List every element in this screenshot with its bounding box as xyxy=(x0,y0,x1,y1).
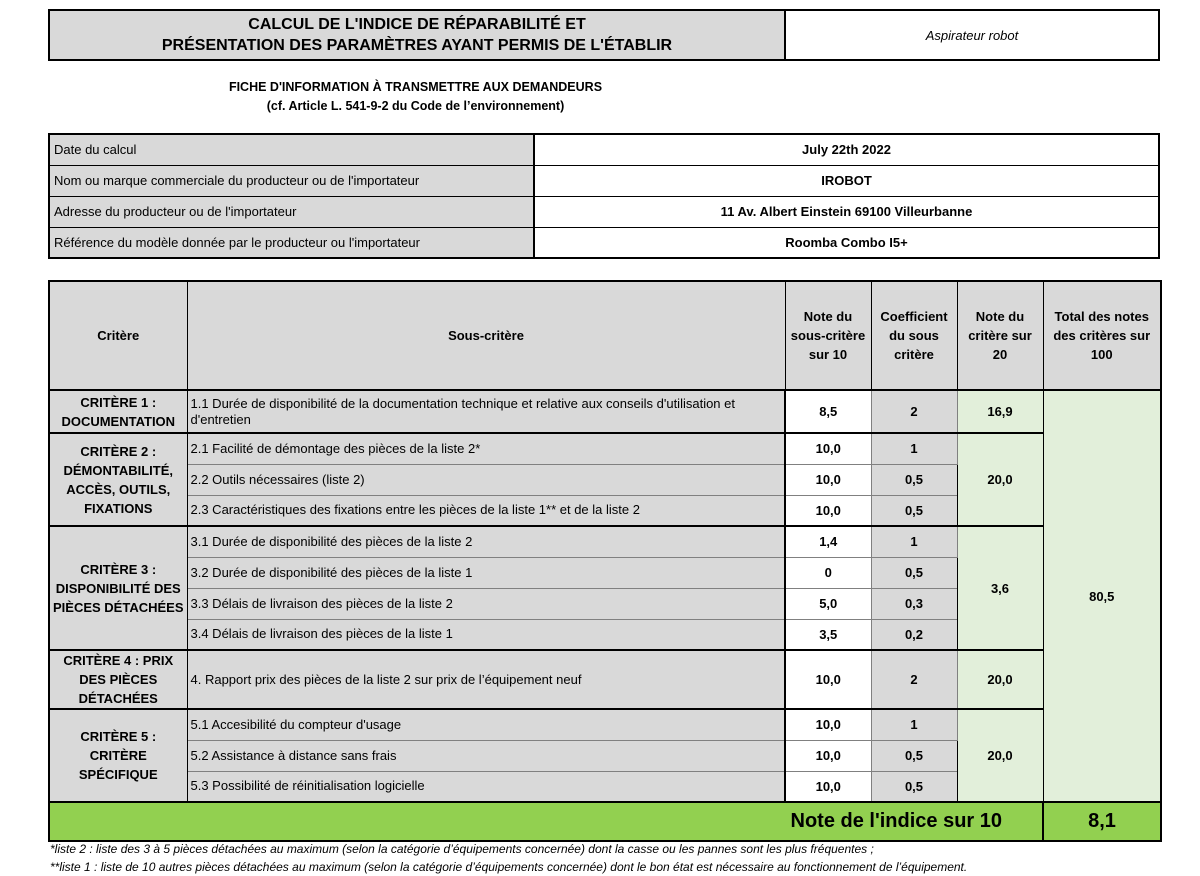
info-value: IROBOT xyxy=(534,165,1159,196)
title-line-2: PRÉSENTATION DES PARAMÈTRES AYANT PERMIS DE L'ÉTABLIR xyxy=(161,37,673,54)
sub-criterion-coef: 0,5 xyxy=(871,464,957,495)
sub-criterion-note: 3,5 xyxy=(785,619,871,650)
sub-criterion-label: 5.1 Accesibilité du compteur d'usage xyxy=(187,709,785,740)
sub-criterion-label: 3.2 Durée de disponibilité des pièces de la liste 1 xyxy=(187,557,785,588)
sub-criterion-note: 10,0 xyxy=(785,495,871,526)
info-row-brand xyxy=(49,165,1159,196)
sub-criterion-label: 1.1 Durée de disponibilité de la documentation technique et relative aux conseils d'utilisation et d'entretien xyxy=(187,390,785,433)
sub-criterion-label: 5.3 Possibilité de réinitialisation logicielle xyxy=(187,771,785,802)
sub-criterion-coef: 0,5 xyxy=(871,740,957,771)
sub-criterion-note: 5,0 xyxy=(785,588,871,619)
col-header-note-sous: Note du sous-critère sur 10 xyxy=(785,281,871,390)
sub-criterion-coef: 0,5 xyxy=(871,557,957,588)
info-value: 11 Av. Albert Einstein 69100 Villeurbanne xyxy=(534,196,1159,227)
criterion-name: CRITÈRE 5 : CRITÈRE SPÉCIFIQUE xyxy=(49,709,187,802)
criterion-score: 16,9 xyxy=(957,390,1043,433)
sub-criterion-coef: 0,5 xyxy=(871,771,957,802)
sub-criterion-note: 1,4 xyxy=(785,526,871,557)
sub-criterion-label: 3.1 Durée de disponibilité des pièces de la liste 2 xyxy=(187,526,785,557)
criterion-score: 20,0 xyxy=(957,433,1043,526)
sub-criterion-label: 3.4 Délais de livraison des pièces de la liste 1 xyxy=(187,619,785,650)
col-header-critere: Critère xyxy=(49,281,187,390)
col-header-coef: Coefficient du sous critère xyxy=(871,281,957,390)
info-table xyxy=(48,133,1160,259)
sub-criterion-note: 10,0 xyxy=(785,650,871,709)
info-value: July 22th 2022 xyxy=(534,134,1159,165)
sub-criterion-coef: 2 xyxy=(871,650,957,709)
sub-criterion-note: 10,0 xyxy=(785,464,871,495)
table-row xyxy=(49,709,1161,740)
info-value: Roomba Combo I5+ xyxy=(534,227,1159,258)
criterion-name: CRITÈRE 3 : DISPONIBILITÉ DES PIÈCES DÉTACHÉES xyxy=(49,526,187,650)
score-table-header xyxy=(49,281,1161,390)
table-row xyxy=(49,650,1161,709)
sub-criterion-note: 10,0 xyxy=(785,709,871,740)
sub-criterion-label: 2.2 Outils nécessaires (liste 2) xyxy=(187,464,785,495)
sub-criterion-note: 0 xyxy=(785,557,871,588)
table-row xyxy=(49,390,1161,433)
sub-criterion-coef: 1 xyxy=(871,709,957,740)
sub-criterion-coef: 0,5 xyxy=(871,495,957,526)
fiche-line-2: (cf. Article L. 541-9-2 du Code de l’environnement) xyxy=(266,99,565,113)
info-row-address xyxy=(49,196,1159,227)
sub-criterion-label: 2.3 Caractéristiques des fixations entre les pièces de la liste 1** et de la liste 2 xyxy=(187,495,785,526)
table-row xyxy=(49,526,1161,557)
total-score: 80,5 xyxy=(1043,390,1161,802)
sub-criterion-label: 4. Rapport prix des pièces de la liste 2 sur prix de l’équipement neuf xyxy=(187,650,785,709)
sub-criterion-coef: 0,3 xyxy=(871,588,957,619)
criterion-score: 3,6 xyxy=(957,526,1043,650)
criterion-name: CRITÈRE 1 : DOCUMENTATION xyxy=(49,390,187,433)
sub-criterion-coef: 1 xyxy=(871,433,957,464)
final-score-label: Note de l'indice sur 10 xyxy=(49,802,1043,841)
footnote-liste-2: *liste 2 : liste des 3 à 5 pièces détachées au maximum (selon la catégorie d’équipements concernée) dont la casse ou les pannes sont les plus fréquentes ; xyxy=(50,842,874,856)
sub-criterion-note: 10,0 xyxy=(785,740,871,771)
info-row-model xyxy=(49,227,1159,258)
sub-criterion-label: 3.3 Délais de livraison des pièces de la liste 2 xyxy=(187,588,785,619)
product-category: Aspirateur robot xyxy=(786,9,1160,61)
info-label: Adresse du producteur ou de l'importateur xyxy=(49,196,534,227)
criterion-name: CRITÈRE 4 : PRIX DES PIÈCES DÉTACHÉES xyxy=(49,650,187,709)
col-header-note-critere: Note du critère sur 20 xyxy=(957,281,1043,390)
sub-criterion-note: 8,5 xyxy=(785,390,871,433)
fiche-line-1: FICHE D'INFORMATION À TRANSMETTRE AUX DEMANDEURS xyxy=(228,80,603,94)
info-row-date xyxy=(49,134,1159,165)
title-line-1: CALCUL DE L'INDICE DE RÉPARABILITÉ ET xyxy=(248,16,586,33)
table-row xyxy=(49,433,1161,464)
sub-criterion-coef: 1 xyxy=(871,526,957,557)
page-title xyxy=(48,9,786,61)
sub-criterion-note: 10,0 xyxy=(785,771,871,802)
final-score-value: 8,1 xyxy=(1043,802,1161,841)
info-label: Date du calcul xyxy=(49,134,534,165)
final-score-row xyxy=(49,802,1161,841)
sub-criterion-coef: 2 xyxy=(871,390,957,433)
sub-criterion-label: 5.2 Assistance à distance sans frais xyxy=(187,740,785,771)
sub-criterion-label: 2.1 Facilité de démontage des pièces de la liste 2* xyxy=(187,433,785,464)
score-table xyxy=(48,280,1162,842)
footnote-liste-1: **liste 1 : liste de 10 autres pièces détachées au maximum (selon la catégorie d’équipements concernée) dont le bon état est nécessaire au fonctionnement de l’équipement. xyxy=(50,860,968,874)
col-header-sous-critere: Sous-critère xyxy=(187,281,785,390)
info-label: Nom ou marque commerciale du producteur ou de l'importateur xyxy=(49,165,534,196)
sub-criterion-coef: 0,2 xyxy=(871,619,957,650)
fiche-heading xyxy=(150,78,681,116)
criterion-score: 20,0 xyxy=(957,709,1043,802)
criterion-name: CRITÈRE 2 : DÉMONTABILITÉ, ACCÈS, OUTILS, FIXATIONS xyxy=(49,433,187,526)
sub-criterion-note: 10,0 xyxy=(785,433,871,464)
criterion-score: 20,0 xyxy=(957,650,1043,709)
col-header-total: Total des notes des critères sur 100 xyxy=(1043,281,1161,390)
info-label: Référence du modèle donnée par le producteur ou l'importateur xyxy=(49,227,534,258)
